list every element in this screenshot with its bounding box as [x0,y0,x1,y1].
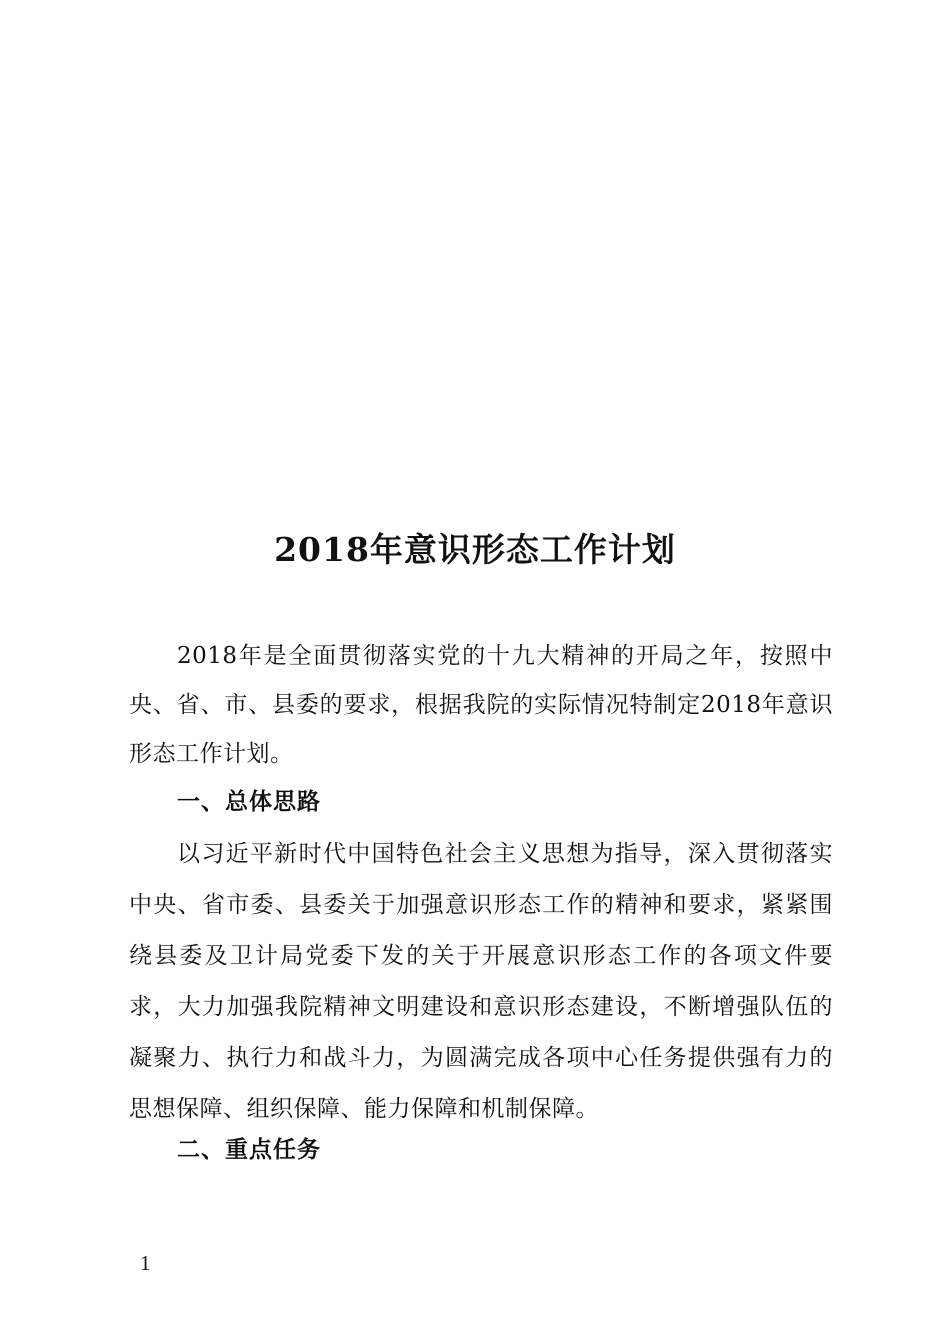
section-body-overall-approach: 以习近平新时代中国特色社会主义思想为指导，深入贯彻落实中央、省市委、县委关于加强意识形态工作的精神和要求，紧紧围绕县委及卫计局党委下发的关于开展意识形态工作的各项文件要求，大力加强我院精神文明建设和意识形态建设，不断增强队伍的凝聚力、执行力和战斗力，为圆满完成各项中心任务提供强有力的思想保障、组织保障、能力保障和机制保障。 [129,841,833,1122]
document-title: 2018年意识形态工作计划 [274,530,676,569]
section-heading-key-tasks: 二、重点任务 [177,1137,321,1163]
section-heading-overall-approach: 一、总体思路 [177,789,321,815]
intro-paragraph: 2018年是全面贯彻落实党的十九大精神的开局之年，按照中央、省、市、县委的要求，根据我院的实际情况特制定2018年意识形态工作计划。 [129,643,833,767]
page-number: 1 [140,1251,151,1275]
